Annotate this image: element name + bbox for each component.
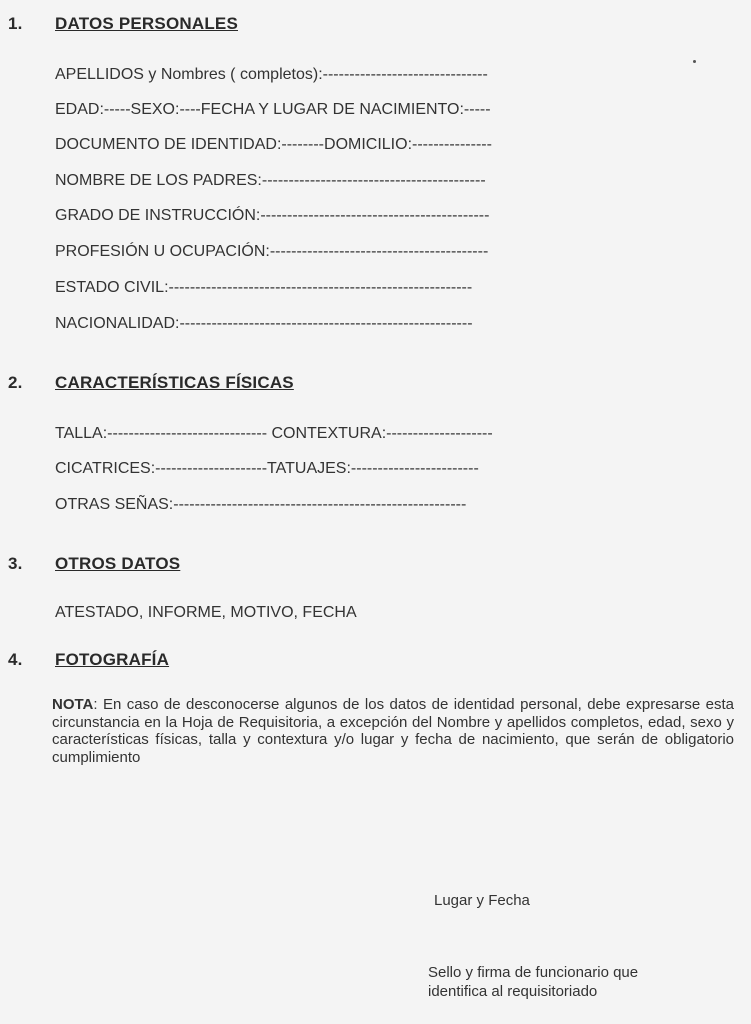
nota-text: : En caso de desconocerse algunos de los datos de identidad personal, debe expresarse esta circunstancia en la Hoja de Requisitoria, a excepción del Nombre y apellidos completos, edad, sexo y características físicas, talla y contextura y/o lugar y fecha de nacimiento, que serán de obligatorio cumplimiento: [52, 696, 734, 766]
field-talla-contextura: TALLA:------------------------------ CONTEXTURA:--------------------: [55, 425, 493, 442]
field-edad-sexo-nacimiento: EDAD:-----SEXO:----FECHA Y LUGAR DE NACIMIENTO:-----: [55, 101, 491, 118]
lugar-fecha: Lugar y Fecha: [434, 892, 530, 909]
field-apellidos: APELLIDOS y Nombres ( completos):-------------------------------: [55, 66, 488, 83]
field-otras-senas: OTRAS SEÑAS:-------------------------------------------------------: [55, 496, 467, 513]
section-2-title: CARACTERÍSTICAS FÍSICAS: [55, 373, 294, 392]
speck-mark: [693, 60, 696, 63]
field-estado-civil: ESTADO CIVIL:---------------------------------------------------------: [55, 279, 473, 296]
nota-label: NOTA: [52, 696, 94, 713]
field-nacionalidad: NACIONALIDAD:-------------------------------------------------------: [55, 315, 473, 332]
sello-firma-line-2: identifica al requisitoriado: [428, 983, 598, 1000]
section-1-title: DATOS PERSONALES: [55, 14, 238, 33]
sello-firma-line-1: Sello y firma de funcionario que: [428, 964, 639, 981]
nota-paragraph: [52, 696, 734, 766]
section-4-title: FOTOGRAFÍA: [55, 650, 170, 669]
section-3-number: 3.: [8, 554, 23, 573]
field-grado-instruccion: GRADO DE INSTRUCCIÓN:-------------------------------------------: [55, 207, 490, 224]
section-2-number: 2.: [8, 373, 23, 392]
field-profesion: PROFESIÓN U OCUPACIÓN:-----------------------------------------: [55, 243, 489, 260]
field-cicatrices-tatuajes: CICATRICES:---------------------TATUAJES:------------------------: [55, 460, 479, 477]
field-documento-domicilio: DOCUMENTO DE IDENTIDAD:--------DOMICILIO:---------------: [55, 136, 492, 153]
section-1-number: 1.: [8, 14, 23, 33]
section-3-title: OTROS DATOS: [55, 554, 181, 573]
section-4-number: 4.: [8, 650, 23, 669]
field-nombre-padres: NOMBRE DE LOS PADRES:------------------------------------------: [55, 172, 486, 189]
otros-datos-text: ATESTADO, INFORME, MOTIVO, FECHA: [55, 604, 357, 621]
